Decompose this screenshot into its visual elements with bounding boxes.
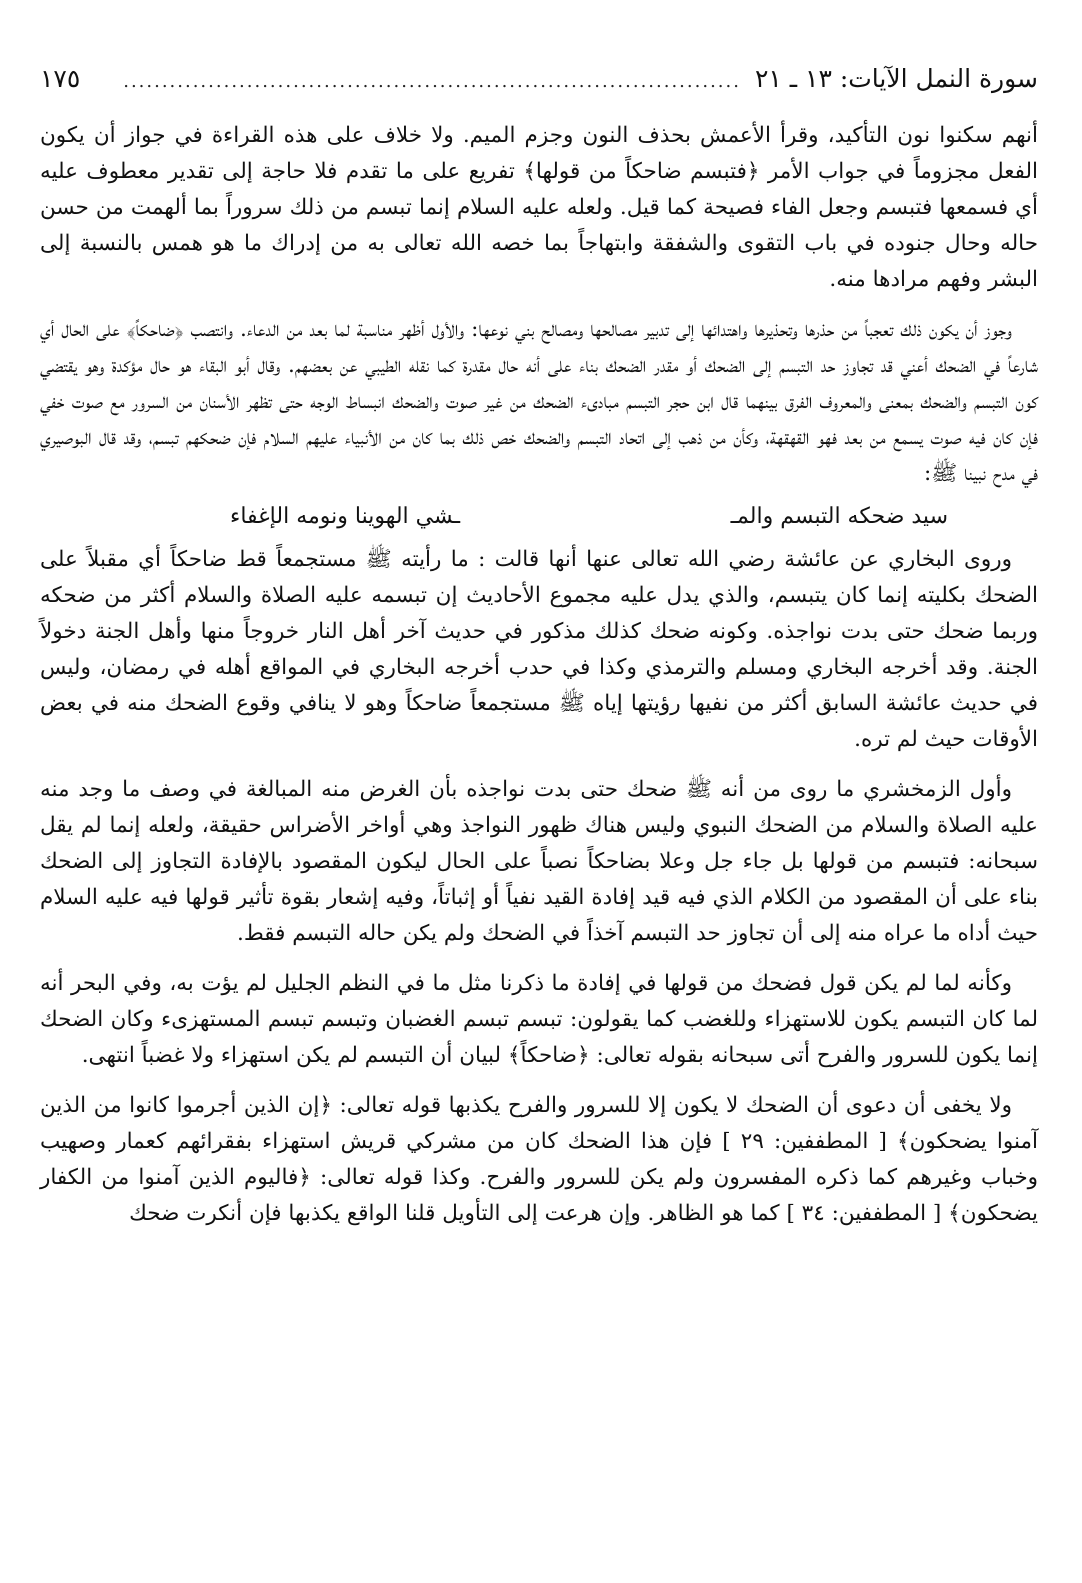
verse-second-hemistich: ـشي الهوينا ونومه الإغفاء: [230, 504, 461, 529]
header-leader-dots: ................................................................................: [123, 71, 741, 92]
paragraph-1: أنهم سكنوا نون التأكيد، وقرأ الأعمش بحذف النون وجزم الميم. ولا خلاف على هذه القراءة في جواز أن يكون الفعل مجزوماً في جواب الأمر ﴿فتبسم ضاحكاً من قولها﴾ تفريع على ما تقدم فلا حاجة إلى تقدير معطوف عليه أي فسمعها فتبسم وجعل الفاء فصيحة كما قيل. ولعله عليه السلام إنما تبسم من ذلك سروراً بما ألهمت من حسن حاله وحال جنوده في باب التقوى والشفقة وابتهاجاً بما خصه الله تعالى به من إدراك ما هو همس بالنسبة إلى البشر وفهم مرادها منه.: [40, 123, 1038, 292]
verse-first-hemistich: سيد ضحكه التبسم والمـ: [730, 504, 948, 529]
running-header: [40, 62, 1038, 100]
poetry-verse: [40, 492, 1038, 542]
page-number: ١٧٥: [40, 64, 81, 93]
paragraph-5: وكأنه لما لم يكن قول فضحك من قولها في إفادة ما ذكرنا مثل ما في النظم الجليل لم يؤت به، وفي البحر أنه لما كان التبسم يكون للاستهزاء وللغضب كما يقولون: تبسم تبسم الغضبان وتبسم تبسم المستهزىء وكان الضحك إنما يكون للسرور والفرح أتى سبحانه بقوله تعالى: ﴿ضاحكاً﴾ لبيان أن التبسم لم يكن استهزاء ولا غضباً انتهى.: [40, 971, 1038, 1068]
paragraph-4: وأول الزمخشري ما روى من أنه ﷺ ضحك حتى بدت نواجذه بأن الغرض منه المبالغة في وصف ما وجد منه عليه الصلاة والسلام من الضحك النبوي وليس هناك ظهور النواجذ وهي أواخر الأضراس حقيقة، ولعله إنما لم يقل سبحانه: فتبسم من قولها بل جاء جل وعلا بضاحكاً نصباً على الحال ليكون المقصود بالإفادة التجاوز إلى الضحك بناء على أن المقصود من الكلام الذي فيه قيد إفادة القيد نفياً أو إثباتاً، وفيه إشعار بقوة تأثير قولها فيه عليه السلام حيث أداه ما عراه منه إلى أن تجاوز حد التبسم آخذاً في الضحك ولم يكن حاله التبسم فقط.: [40, 777, 1038, 946]
paragraph-6: ولا يخفى أن دعوى أن الضحك لا يكون إلا للسرور والفرح يكذبها قوله تعالى: ﴿إن الذين أجرموا كانوا من الذين آمنوا يضحكون﴾ [ المطففين: ٢٩ ] فإن هذا الضحك كان من مشركي قريش استهزاء بفقرائهم كعمار وصهيب وخباب وغيرهم كما ذكره المفسرون ولم يكن للسرور والفرح. وكذا قوله تعالى: ﴿فاليوم الذين آمنوا من الكفار يضحكون﴾ [ المطففين: ٣٤ ] كما هو الظاهر. وإن هرعت إلى التأويل قلنا الواقع يكذبها فإن أنكرت ضحك: [40, 1093, 1038, 1226]
header-title: سورة النمل الآيات: ١٣ ـ ٢١: [754, 64, 1038, 93]
paragraph-2: وجوز أن يكون ذلك تعجباً من حذرها وتحذيرها واهتدائها إلى تدبير مصالحها ومصالح بني نوعها: والأول أظهر مناسبة لما بعد من الدعاء. وانتصب ﴿ضاحكاً﴾ على الحال أي شارعاً في الضحك أعني قد تجاوز حد التبسم إلى الضحك أو مقدر الضحك بناء على أنه حال مقدرة كما نقله الطيبي عن بعضهم. وقال أبو البقاء هو حال مؤكدة وهو يقتضي كون التبسم والضحك بمعنى والمعروف الفرق بينهما قال ابن حجر التبسم مبادىء الضحك من غير صوت والضحك انبساط الوجه حتى تظهر الأسنان من السرور مع صوت خفي فإن كان فيه صوت يسمع من بعد فهو القهقهة، وكأن من ذهب إلى اتحاد التبسم والضحك خص ذلك بما كان من الأنبياء عليهم السلام فإن ضحكهم تبسم، وقد قال البوصيري في مدح نبينا ﷺ:: [40, 317, 1038, 486]
paragraph-3: وروى البخاري عن عائشة رضي الله تعالى عنها أنها قالت : ما رأيته ﷺ مستجمعاً قط ضاحكاً أي مقبلاً على الضحك بكليته إنما كان يتبسم، والذي يدل عليه مجموع الأحاديث إن تبسمه عليه الصلاة والسلام أكثر من ضحكه وربما ضحك حتى بدت نواجذه. وكونه ضحك كذلك مذكور في حديث آخر أهل النار خروجاً منها وأهل الجنة دخولاً الجنة. وقد أخرجه البخاري ومسلم والترمذي وكذا في حدب أخرجه البخاري في المواقع أهله في رمضان، وليس في حديث عائشة السابق أكثر من نفيها رؤيتها إياه ﷺ مستجمعاً ضاحكاً وهو لا ينافي وقوع الضحك منه في بعض الأوقات حيث لم تره.: [40, 547, 1038, 752]
